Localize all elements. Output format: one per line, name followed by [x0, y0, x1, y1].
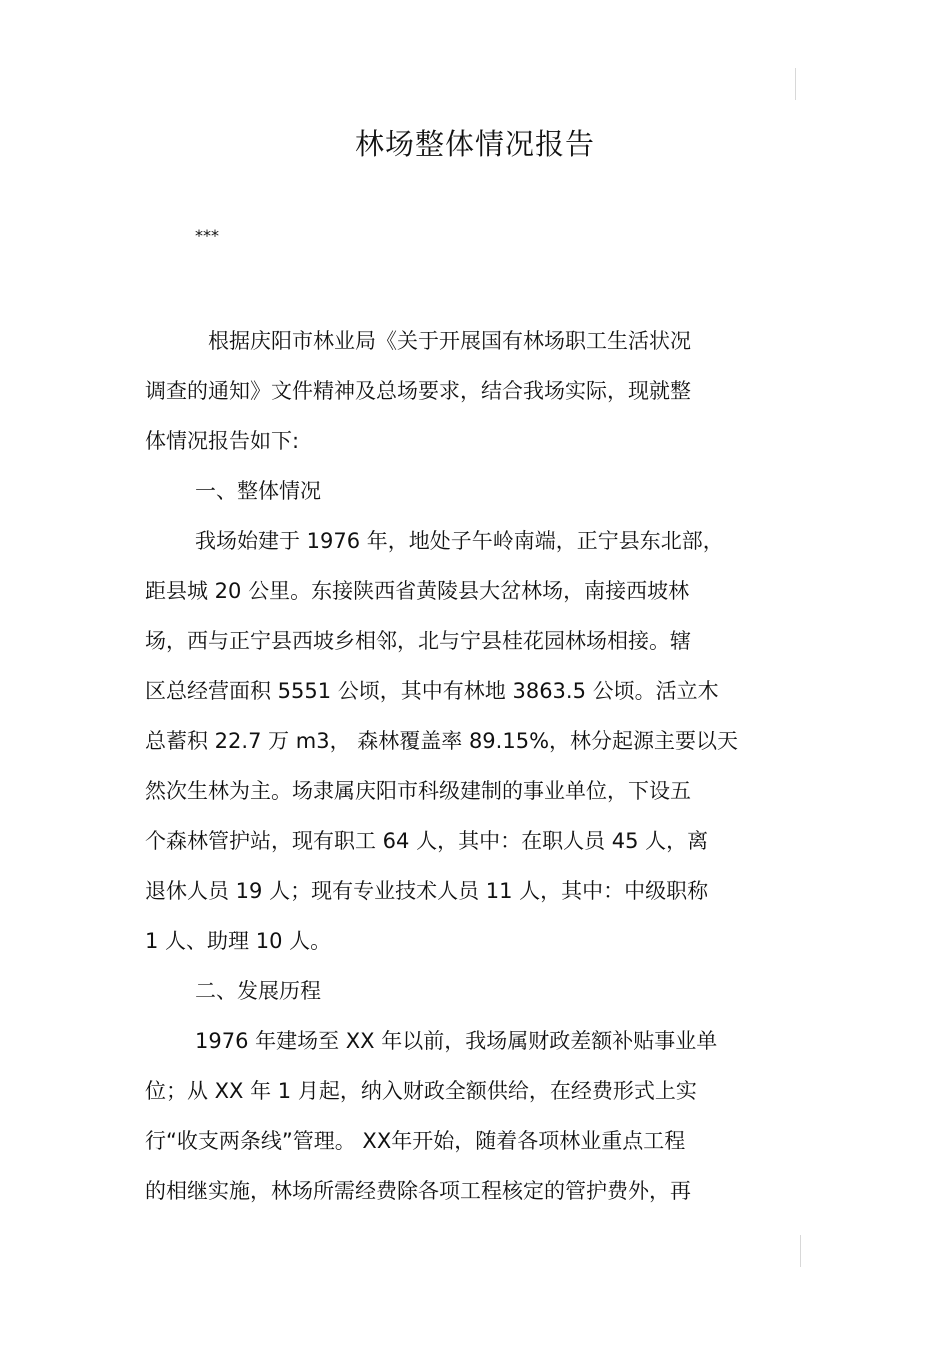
body-line: 总蓄积 22.7 万 m3， 森林覆盖率 89.15%，林分起源主要以天	[145, 729, 739, 753]
section-heading: 二、发展历程	[195, 979, 321, 1003]
body-line: 然次生林为主。场隶属庆阳市科级建制的事业单位，下设五	[145, 779, 691, 803]
body-line: 1 人、助理 10 人。	[145, 929, 332, 953]
body-line: 的相继实施，林场所需经费除各项工程核定的管护费外，再	[145, 1179, 691, 1203]
body-line: 个森林管护站，现有职工 64 人，其中：在职人员 45 人，离	[145, 829, 709, 853]
body-line: 退休人员 19 人；现有专业技术人员 11 人，其中：中级职称	[145, 879, 709, 903]
body-line: 1976 年建场至 XX 年以前，我场属财政差额补贴事业单	[195, 1029, 718, 1053]
body-line: 根据庆阳市林业局《关于开展国有林场职工生活状况	[208, 329, 691, 353]
body-line: 场，西与正宁县西坡乡相邻，北与宁县桂花园林场相接。辖	[145, 629, 691, 653]
body-line: 行“收支两条线”管理。 XX年开始，随着各项林业重点工程	[145, 1129, 686, 1153]
author-line: ***	[195, 226, 219, 245]
body-line: 区总经营面积 5551 公顷，其中有林地 3863.5 公顷。活立木	[145, 679, 719, 703]
body-line: 距县城 20 公里。东接陕西省黄陵县大岔林场，南接西坡林	[145, 579, 690, 603]
section-heading: 一、整体情况	[195, 479, 321, 503]
page-corner-mark-top	[795, 68, 796, 100]
document-title: 林场整体情况报告	[354, 127, 595, 161]
body-line: 调查的通知》文件精神及总场要求，结合我场实际，现就整	[145, 379, 691, 403]
page-corner-mark-bottom	[800, 1235, 801, 1267]
body-line: 我场始建于 1976 年，地处子午岭南端，正宁县东北部，	[195, 529, 724, 553]
body-line: 体情况报告如下:	[145, 429, 300, 453]
body-line: 位；从 XX 年 1 月起，纳入财政全额供给，在经费形式上实	[145, 1079, 697, 1103]
